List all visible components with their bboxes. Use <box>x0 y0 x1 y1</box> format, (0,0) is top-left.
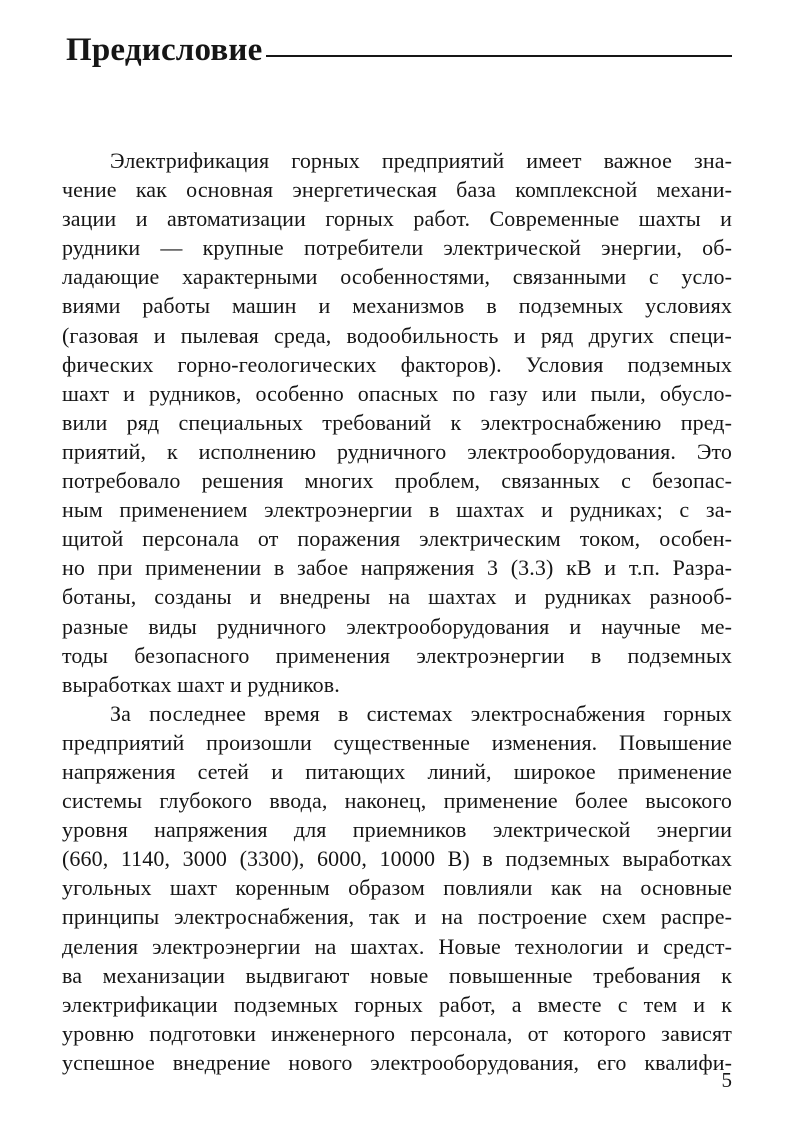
text-line: виями работы машин и механизмов в подземных условиях <box>62 293 732 319</box>
text-line: напряжения сетей и питающих линий, широкое применение <box>62 758 732 784</box>
paragraph-2 <box>62 699 732 1077</box>
text-line: ным применением электроэнергии в шахтах и рудниках; с за- <box>62 497 732 523</box>
text-line: рудники — крупные потребители электрической энергии, об- <box>62 235 732 261</box>
text-line: приятий, к исполнению рудничного электрооборудования. Это <box>62 438 732 464</box>
text-line: предприятий произошли существенные изменения. Повышение <box>62 729 732 755</box>
text-line: (газовая и пылевая среда, водообильность и ряд других специ- <box>62 322 732 348</box>
text-line: системы глубокого ввода, наконец, применение более высокого <box>62 788 732 814</box>
text-line: щитой персонала от поражения электрическим током, особен- <box>62 526 732 552</box>
text-line: ботаны, созданы и внедрены на шахтах и рудниках разнооб- <box>62 584 732 610</box>
text-line: потребовало решения многих проблем, связанных с безопас- <box>62 468 732 494</box>
text-line: уровню подготовки инженерного персонала, от которого зависят <box>62 1020 732 1046</box>
text-line: выработках шахт и рудников. <box>62 671 340 697</box>
text-line: принципы электроснабжения, так и на построение схем распре- <box>62 904 732 930</box>
page-title: Предисловие <box>66 32 263 68</box>
text-line: но при применении в забое напряжения 3 (3.3) кВ и т.п. Разра- <box>62 555 732 581</box>
text-line: чение как основная энергетическая база комплексной механи- <box>62 177 732 203</box>
text-line: За последнее время в системах электроснабжения горных <box>110 700 732 726</box>
text-line: тоды безопасного применения электроэнергии в подземных <box>62 642 732 668</box>
paragraph-1 <box>62 146 732 699</box>
section-heading <box>66 30 732 70</box>
text-line: ва механизации выдвигают новые повышенные требования к <box>62 962 732 988</box>
text-line: успешное внедрение нового электрооборудования, его квалифи- <box>62 1049 732 1075</box>
text-line: разные виды рудничного электрооборудования и научные ме- <box>62 613 732 639</box>
text-line: зации и автоматизации горных работ. Современные шахты и <box>62 206 732 232</box>
text-line: фических горно-геологических факторов). Условия подземных <box>62 351 732 377</box>
body-text <box>62 146 732 1077</box>
page-number: 5 <box>721 1068 732 1092</box>
text-line: шахт и рудников, особенно опасных по газу или пыли, обусло- <box>62 380 732 406</box>
text-line: угольных шахт коренным образом повлияли как на основные <box>62 875 732 901</box>
text-line: электрификации подземных горных работ, а вместе с тем и к <box>62 991 732 1017</box>
text-line: (660, 1140, 3000 (3300), 6000, 10000 В) в подземных выработках <box>62 846 732 872</box>
heading-rule <box>266 55 732 57</box>
text-line: вили ряд специальных требований к электроснабжению пред- <box>62 409 732 435</box>
text-line: уровня напряжения для приемников электрической энергии <box>62 817 732 843</box>
text-line: Электрификация горных предприятий имеет важное зна- <box>110 148 732 173</box>
text-line: ладающие характерными особенностями, связанными с усло- <box>62 264 732 290</box>
text-line: деления электроэнергии на шахтах. Новые технологии и средст- <box>62 933 732 959</box>
